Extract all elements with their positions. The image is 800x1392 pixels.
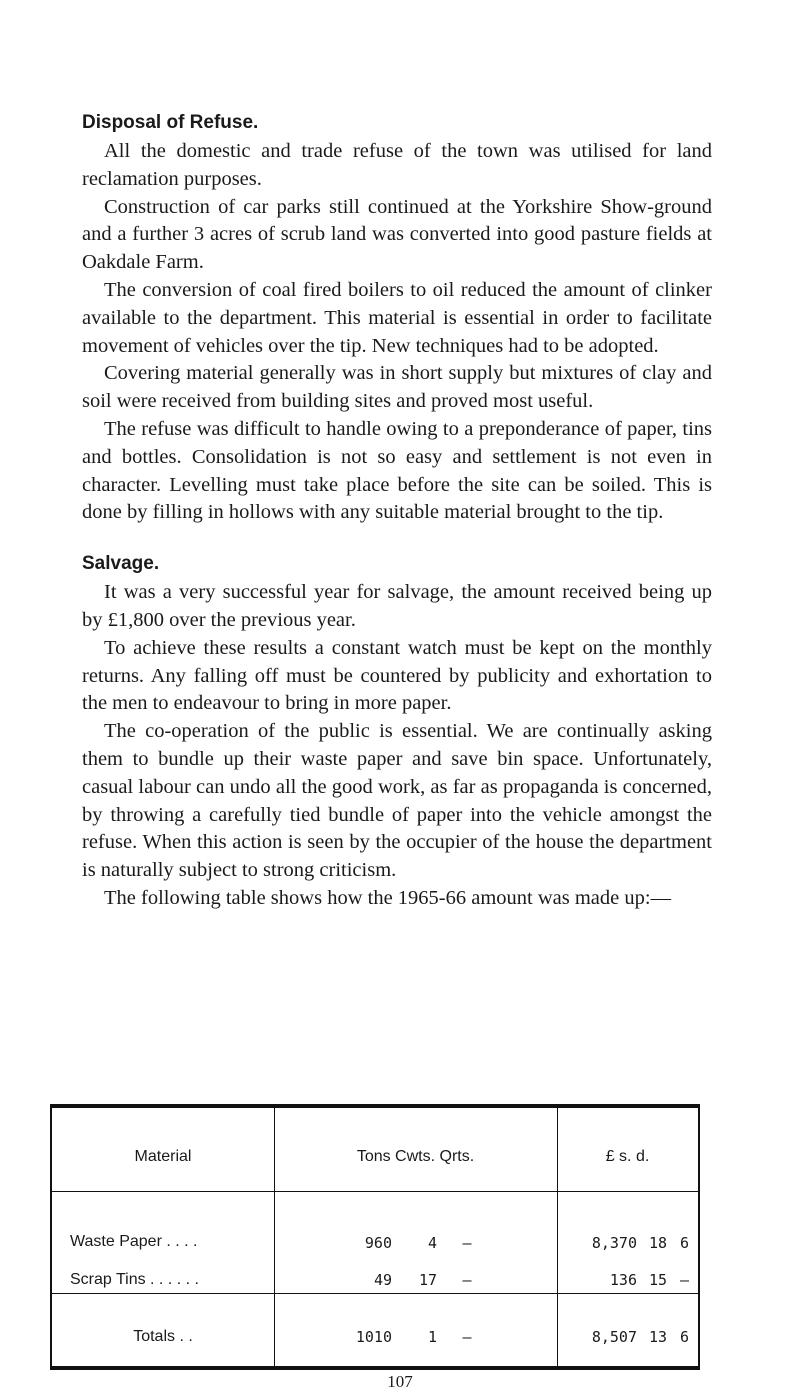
table-row-pounds: 8,370 — [591, 1234, 637, 1252]
totals-qrts: — — [462, 1328, 472, 1346]
disposal-paragraph: The conversion of coal fired boilers to oil reduced the amount of clinker available to the department. This material is essential in order to facilitate movement of vehicles over the tip. New techniques had to be adopted. — [82, 278, 712, 357]
salvage-heading: Salvage. — [82, 553, 160, 575]
salvage-paragraph: To achieve these results a constant watch must be kept on the monthly returns. Any falling off must be countered by publicity and exhortation to the men to endeavour to bring in more paper. — [82, 636, 712, 715]
table-row-cwts: 17 — [418, 1271, 437, 1289]
page-number: 107 — [387, 1372, 413, 1391]
table-row-tons: 960 — [364, 1234, 392, 1252]
header-rule — [52, 1191, 698, 1192]
table-row-material: Scrap Tins . . . . . . — [70, 1271, 199, 1288]
table-row-qrts: — — [462, 1234, 472, 1252]
table-row-qrts: — — [462, 1271, 472, 1289]
disposal-paragraph: Construction of car parks still continued at the Yorkshire Show-ground and a further 3 acres of scrub land was converted into good pasture fields at Oakdale Farm. — [82, 195, 712, 274]
salvage-paragraph: The co-operation of the public is essential. We are continually asking them to bundle up their waste paper and save bin space. Unfortunately, casual labour can undo all the good work, as far as propaganda is concerned, by throwing a carefully tied bundle of paper into the vehicle amongst the refuse. When this action is seen by the occupier of the house the department is naturally subject to strong criticism. — [82, 720, 712, 882]
text-body — [82, 108, 712, 913]
totals-pence: 6 — [679, 1328, 689, 1346]
totals-label: Totals . . — [133, 1328, 193, 1345]
table-row-pence: 6 — [679, 1234, 689, 1252]
table-row-pounds: 136 — [609, 1271, 637, 1289]
disposal-paragraph: The refuse was difficult to handle owing to a preponderance of paper, tins and bottles. Consolidation is not so easy and settlement is not even in character. Levelling must take place before the site can be soiled. This is done by filling in hollows with any suitable material brought to the tip. — [82, 417, 712, 524]
totals-tons: 1010 — [355, 1328, 392, 1346]
column-divider — [274, 1108, 275, 1366]
totals-shillings: 13 — [648, 1328, 667, 1346]
totals-cwts: 1 — [427, 1328, 437, 1346]
table-row-pence: — — [679, 1271, 689, 1289]
table-row-tons: 49 — [373, 1271, 392, 1289]
table-row-material: Waste Paper . . . . — [70, 1233, 198, 1250]
table-row-shillings: 15 — [648, 1271, 667, 1289]
salvage-table — [50, 1104, 700, 1370]
header-material: Material — [134, 1148, 192, 1165]
header-quantity: Tons Cwts. Qrts. — [356, 1148, 475, 1165]
disposal-paragraph: All the domestic and trade refuse of the town was utilised for land reclamation purposes. — [82, 140, 712, 190]
disposal-heading: Disposal of Refuse. — [82, 112, 259, 133]
salvage-paragraph: The following table shows how the 1965-66 amount was made up:— — [104, 886, 672, 909]
totals-pounds: 8,507 — [591, 1328, 637, 1346]
disposal-paragraph: Covering material generally was in short supply but mixtures of clay and soil were received from building sites and proved most useful. — [82, 362, 712, 413]
table-row-cwts: 4 — [427, 1234, 437, 1252]
table-row-shillings: 18 — [648, 1234, 667, 1252]
salvage-paragraph: It was a very successful year for salvage, the amount received being up by £1,800 over the previous year. — [82, 581, 712, 631]
totals-rule — [52, 1293, 698, 1294]
header-value: £ s. d. — [605, 1148, 650, 1165]
column-divider — [557, 1108, 558, 1366]
